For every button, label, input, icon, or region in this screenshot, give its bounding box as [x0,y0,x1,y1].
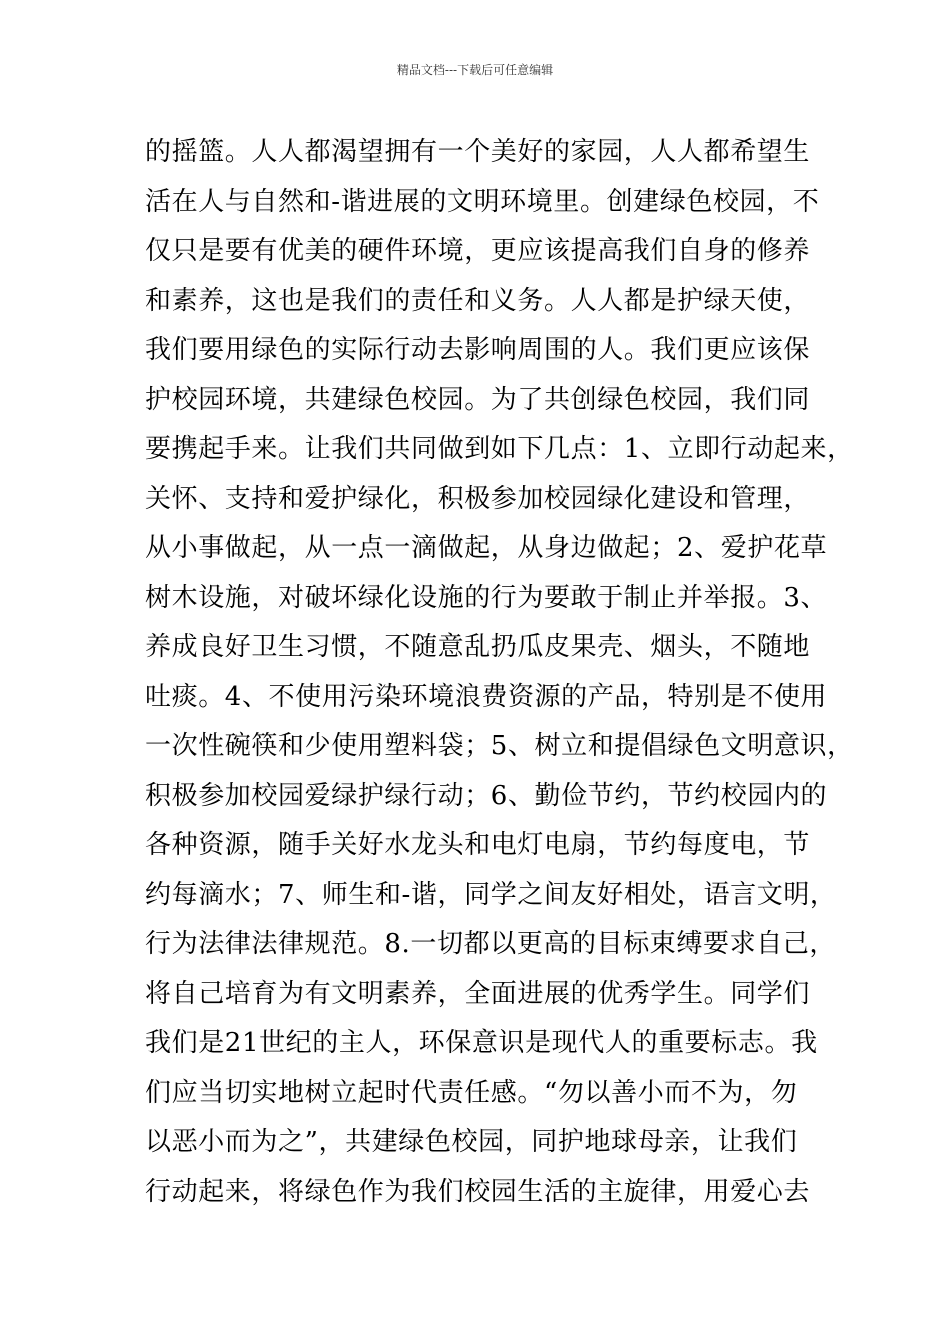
text-line: 吐痰。4、不使用污染环境浪费资源的产品，特别是不使用 [145,681,828,712]
text-line: 一次性碗筷和少使用塑料袋；5、树立和提倡绿色文明意识， [145,731,854,761]
text-line: 约每滴水；7、师生和-谐，同学之间友好相处，语言文明， [145,879,837,910]
text-line: 行动起来，将绿色作为我们校园生活的主旋律，用爱心去 [145,1176,811,1207]
text-line: 以恶小而为之”，共建绿色校园，同护地球母亲，让我们 [145,1127,798,1157]
page-header: 精品文档---下载后可任意编辑 [396,63,554,77]
text-line: 我们要用绿色的实际行动去影响周围的人。我们更应该保 [145,335,811,365]
text-line: 从小事做起，从一点一滴做起，从身边做起；2、爱护花草 [145,533,828,563]
text-line: 护校园环境，共建绿色校园。为了共创绿色校园，我们同 [145,384,811,415]
text-line: 养成良好卫生习惯，不随意乱扔瓜皮果壳、烟头，不随地 [145,632,811,662]
text-line: 将自己培育为有文明素养，全面进展的优秀学生。同学们 [145,978,811,1009]
text-line: 仅只是要有优美的硬件环境，更应该提高我们自身的修养 [145,236,811,266]
text-line: 各种资源，随手关好水龙头和电灯电扇，节约每度电，节 [145,830,811,860]
text-line: 们应当切实地树立起时代责任感。“勿以善小而不为，勿 [145,1077,798,1108]
text-line: 要携起手来。让我们共同做到如下几点：1、立即行动起来， [145,434,854,464]
text-line: 关怀、支持和爱护绿化，积极参加校园绿化建设和管理， [145,483,811,514]
text-line: 和素养，这也是我们的责任和义务。人人都是护绿天使， [145,285,811,316]
document-body [145,128,854,1217]
text-line: 行为法律法律规范。8.一切都以更高的目标束缚要求自己， [145,929,837,959]
text-line: 积极参加校园爱绿护绿行动；6、勤俭节约，节约校园内的 [145,780,828,811]
text-line: 的摇篮。人人都渴望拥有一个美好的家园，人人都希望生 [145,137,811,167]
text-line: 我们是21世纪的主人，环保意识是现代人的重要标志。我 [145,1028,818,1058]
text-line: 树木设施，对破坏绿化设施的行为要敢于制止并举报。3、 [145,582,828,613]
text-line: 活在人与自然和-谐进展的文明环境里。创建绿色校园，不 [145,186,820,217]
